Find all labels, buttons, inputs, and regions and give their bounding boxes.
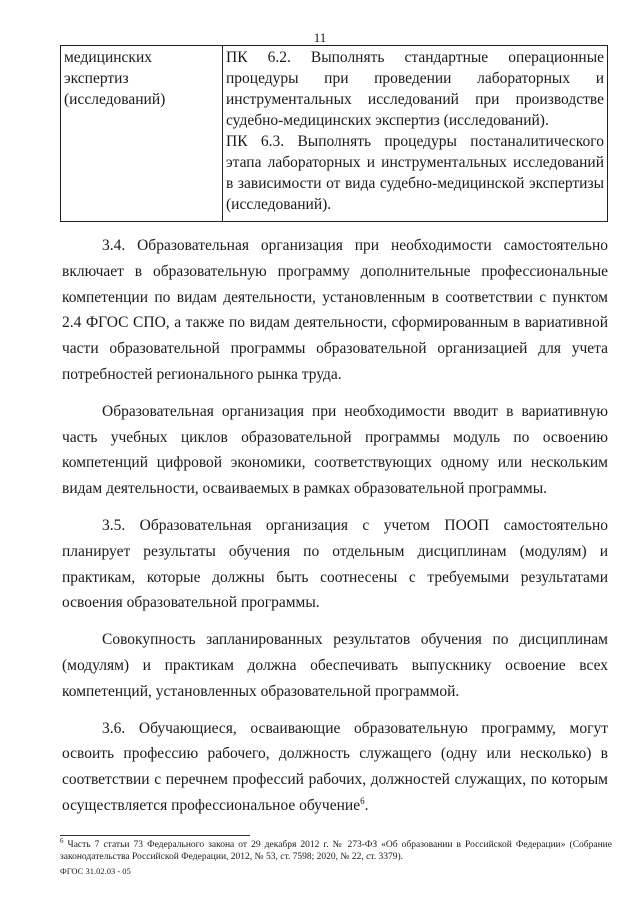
paragraph-3-6-end: . xyxy=(364,796,369,814)
competency-pk-6-3: ПК 6.3. Выполнять процедуры постаналитического этапа лабораторных и инструментальных исследований в зависимости от вида судебно-медицинской экспертизы (исследований). xyxy=(226,133,604,213)
competency-pk-6-2: ПК 6.2. Выполнять стандартные операционные процедуры при проведении лабораторных и инструментальных исследований при производстве судебно-медицинских экспертиз (исследований). xyxy=(226,49,604,129)
paragraph-3-5: 3.5. Образовательная организация с учетом ПООП самостоятельно планирует результаты обучения по отдельным дисциплинам (модулям) и практикам, которые должны быть соотнесены с требуемыми результатами освоения образовательной программы. xyxy=(62,516,608,612)
footnote-text: Часть 7 статьи 73 Федерального закона от 29 декабря 2012 г. № 273-ФЗ «Об образовании в Российской Федерации» (Собрание законодательства Российской Федерации, 2012, № 53, ст. 7598; 2020, № 22, ст. 3379). xyxy=(60,840,612,862)
table-row xyxy=(61,46,608,222)
paragraph-3-4: 3.4. Образовательная организация при необходимости самостоятельно включает в образовательную программу дополнительные профессиональные компетенции по видам деятельности, установленным в соответствии с пунктом 2.4 ФГОС СПО, а также по видам деятельности, сформированным в вариативной части образовательной программы образовательной организацией для учета потребностей регионального рынка труда. xyxy=(62,237,608,383)
document-body xyxy=(62,233,608,830)
activity-type-cell: медицинских экспертиз (исследований) xyxy=(61,46,223,222)
page-number: 11 xyxy=(313,30,327,45)
footnote-marker: 6 xyxy=(60,836,64,845)
competencies-cell xyxy=(223,46,608,222)
paragraph-3-6-text: 3.6. Обучающиеся, осваивающие образовательную программу, могут освоить профессию рабочего, должность служащего (одну или несколько) в соответствии с перечнем профессий рабочих, должностей служащих, по которым осуществляется профессиональное обучение xyxy=(62,719,608,814)
competency-table xyxy=(60,45,608,222)
footnote-divider xyxy=(60,835,250,836)
footnote xyxy=(60,836,612,863)
footnote-reference[interactable]: 6 xyxy=(360,795,365,806)
paragraph-3-6 xyxy=(62,716,608,819)
document-code: ФГОС 31.02.03 - 05 xyxy=(60,866,131,876)
paragraph-competencies-total: Совокупность запланированных результатов обучения по дисциплинам (модулям) и практикам должна обеспечивать выпускнику освоение всех компетенций, установленных образовательной программой. xyxy=(62,631,608,700)
paragraph-digital-economy: Образовательная организация при необходимости вводит в вариативную часть учебных циклов образовательной программы модуль по освоению компетенций цифровой экономики, соответствующих одному или нескольким видам деятельности, осваиваемых в рамках образовательной программы. xyxy=(62,402,608,498)
